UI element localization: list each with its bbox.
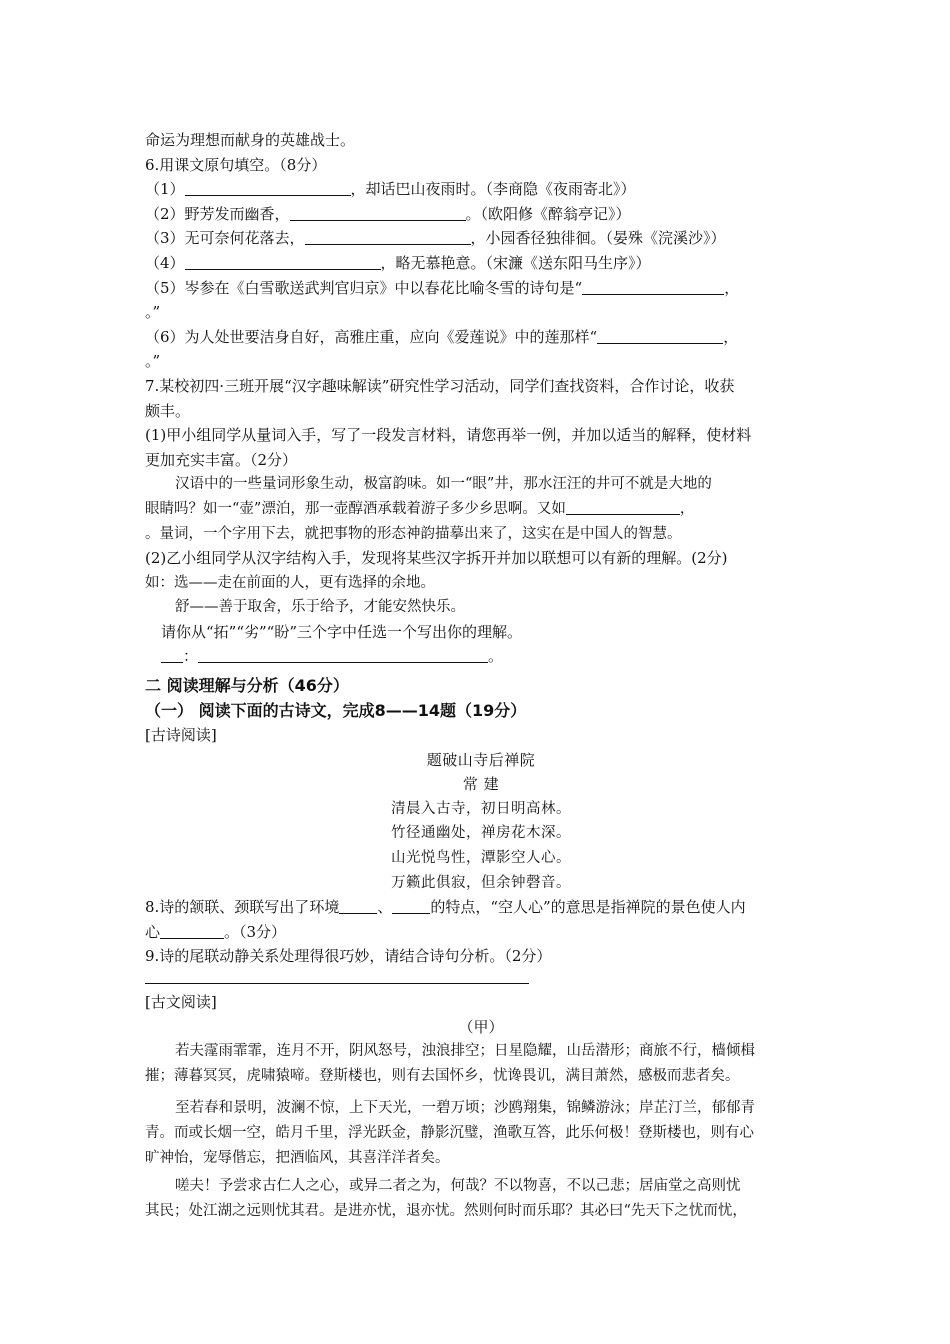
poem-line: 竹径通幽处，禅房花木深。 xyxy=(391,825,571,842)
poem-label: [古诗阅读] xyxy=(145,726,217,745)
answer-blank[interactable] xyxy=(290,204,466,221)
item-text: ： xyxy=(183,647,199,666)
answer-blank[interactable] xyxy=(185,253,381,270)
item-text: 。 xyxy=(488,647,504,666)
question-8-cont xyxy=(145,920,817,945)
answer-blank[interactable] xyxy=(185,179,351,196)
question-6-item-4 xyxy=(145,251,817,276)
prose-line: 旷神怡，宠辱偕忘，把酒临风，其喜洋洋者矣。 xyxy=(145,1149,450,1166)
item-text: ， xyxy=(679,500,695,517)
poem-author: 常 建 xyxy=(462,775,500,794)
answer-blank[interactable] xyxy=(582,278,724,295)
question-6-heading: 6.用课文原句填空。（8分） xyxy=(145,155,327,174)
answer-blank[interactable] xyxy=(392,897,430,914)
item-text: 心 xyxy=(145,922,161,941)
answer-blank[interactable] xyxy=(566,498,680,515)
prose-title: （甲） xyxy=(458,1017,504,1036)
question-6-item-3 xyxy=(145,226,817,251)
question-7-instruction: 请你从“拓”“劣”“盼”三个字中任选一个写出你的理解。 xyxy=(161,622,523,641)
item-text: ， xyxy=(723,327,739,346)
item-text: 眼睛吗？如一“壶”漂泊，那一壶醇酒承载着游子多少乡思啊。又如 xyxy=(145,500,566,517)
question-6-item-6 xyxy=(145,325,817,350)
prose-line: 至若春和景明，波澜不惊，上下天光，一碧万顷；沙鸥翔集，锦鳞游泳；岸芷汀兰，郁郁青 xyxy=(175,1100,755,1117)
prose-line: 青。而或长烟一空，皓月千里，浮光跃金，静影沉璧，渔歌互答，此乐何极！登斯楼也，则有心 xyxy=(145,1124,754,1141)
question-7-answer xyxy=(145,644,817,669)
prose-line: 若夫霪雨霏霏，连月不开，阴风怒号，浊浪排空；日星隐耀，山岳潜形；商旅不行，樯倾楫 xyxy=(175,1043,755,1060)
item-text: ，略无慕艳意。（宋濂《送东阳马生序》） xyxy=(380,253,651,272)
prose-line: 其民；处江湖之远则忧其君。是进亦忧，退亦忧。然则何时而乐耶？其必曰“先天下之忧而忧， xyxy=(145,1202,747,1219)
material-line: 汉语中的一些量词形象生动，极富韵味。如一“眼”井，那水汪汪的井可不就是大地的 xyxy=(175,476,712,493)
item-text: （2）野芳发而幽香， xyxy=(145,204,290,223)
answer-blank[interactable] xyxy=(597,327,723,344)
question-6-item-5 xyxy=(145,276,817,301)
question-6-item-5-end: 。” xyxy=(145,303,161,322)
item-text: 、 xyxy=(377,898,393,917)
question-7-part-1-cont: 更加充实丰富。（2分） xyxy=(145,450,298,469)
question-9: 9.诗的尾联动静关系处理得很巧妙，请结合诗句分析。（2分） xyxy=(145,947,552,966)
item-text: 。（3分） xyxy=(224,922,287,941)
question-7-part-2: (2)乙小组同学从汉字结构入手，发现将某些汉字拆开并加以联想可以有新的理解。(2分) xyxy=(145,549,728,568)
question-6-item-2 xyxy=(145,202,817,227)
poem-line: 山光悦鸟性，潭影空人心。 xyxy=(391,850,571,867)
poem-line: 万籁此俱寂，但余钟磬音。 xyxy=(391,874,571,891)
poem-line: 清晨入古寺，初日明高林。 xyxy=(391,800,571,817)
item-text: （1） xyxy=(145,180,185,199)
answer-blank[interactable] xyxy=(305,228,471,245)
material-line: 。量词，一个字用下去，就把事物的形态神韵描摹出来了，这实在是中国人的智慧。 xyxy=(145,525,682,542)
example-line: 如：选——走在前面的人，更有选择的余地。 xyxy=(145,574,435,591)
question-6-item-6-end: 。” xyxy=(145,352,161,371)
item-text: ，却话巴山夜雨时。（李商隐《夜雨寄北》） xyxy=(350,180,636,199)
poem xyxy=(145,748,817,896)
section-2-heading: 二 阅读理解与分析（46分） xyxy=(145,676,349,696)
prose-line: 摧；薄暮冥冥，虎啸猿啼。登斯楼也，则有去国怀乡，忧谗畏讥，满目萧然，感极而悲者矣。 xyxy=(145,1067,740,1084)
question-7-heading-cont: 颇丰。 xyxy=(145,401,191,420)
exam-page xyxy=(145,128,817,1223)
prose-label: [古文阅读] xyxy=(145,993,217,1011)
answer-blank[interactable] xyxy=(198,646,488,663)
question-8 xyxy=(145,895,817,920)
item-text: （5）岑参在《白雪歌送武判官归京》中以春花比喻冬雪的诗句是“ xyxy=(145,278,583,297)
question-7-heading: 7.某校初四·三班开展“汉字趣味解读”研究性学习活动，同学们查找资料，合作讨论，收获 xyxy=(145,376,735,395)
item-text: ， xyxy=(724,278,740,297)
poem-title: 题破山寺后禅院 xyxy=(426,750,536,769)
answer-blank[interactable] xyxy=(161,646,183,663)
prose-line: 嗟夫！予尝求古仁人之心，或异二者之为，何哉？不以物喜，不以己悲；居庙堂之高则忧 xyxy=(175,1178,741,1195)
text-line: 命运为理想而献身的英雄战士。 xyxy=(145,131,356,149)
item-text: 。（欧阳修《醉翁亭记》） xyxy=(465,204,631,223)
question-7-part-1: (1)甲小组同学从量词入手，写了一段发言材料，请您再举一例，并加以适当的解释，使材料 xyxy=(145,426,752,445)
item-text: （4） xyxy=(145,253,185,272)
item-text: 的特点，“空人心”的意思是指禅院的景色使人内 xyxy=(430,898,746,917)
answer-line[interactable] xyxy=(145,983,529,984)
item-text: ，小园香径独徘徊。（晏殊《浣溪沙》） xyxy=(470,229,726,248)
item-text: （3）无可奈何花落去， xyxy=(145,229,305,248)
material-line xyxy=(145,497,817,522)
section-2-1-heading: （一） 阅读下面的古诗文，完成8——14题（19分） xyxy=(145,701,527,721)
question-6-item-1 xyxy=(145,177,817,202)
answer-blank[interactable] xyxy=(339,897,377,914)
answer-blank[interactable] xyxy=(160,922,224,939)
item-text: 8.诗的颔联、颈联写出了环境 xyxy=(145,898,340,917)
example-line: 舒——善于取舍，乐于给予，才能安然快乐。 xyxy=(175,599,465,616)
item-text: （6）为人处世要洁身自好，高雅庄重，应向《爱莲说》中的莲那样“ xyxy=(145,327,598,346)
